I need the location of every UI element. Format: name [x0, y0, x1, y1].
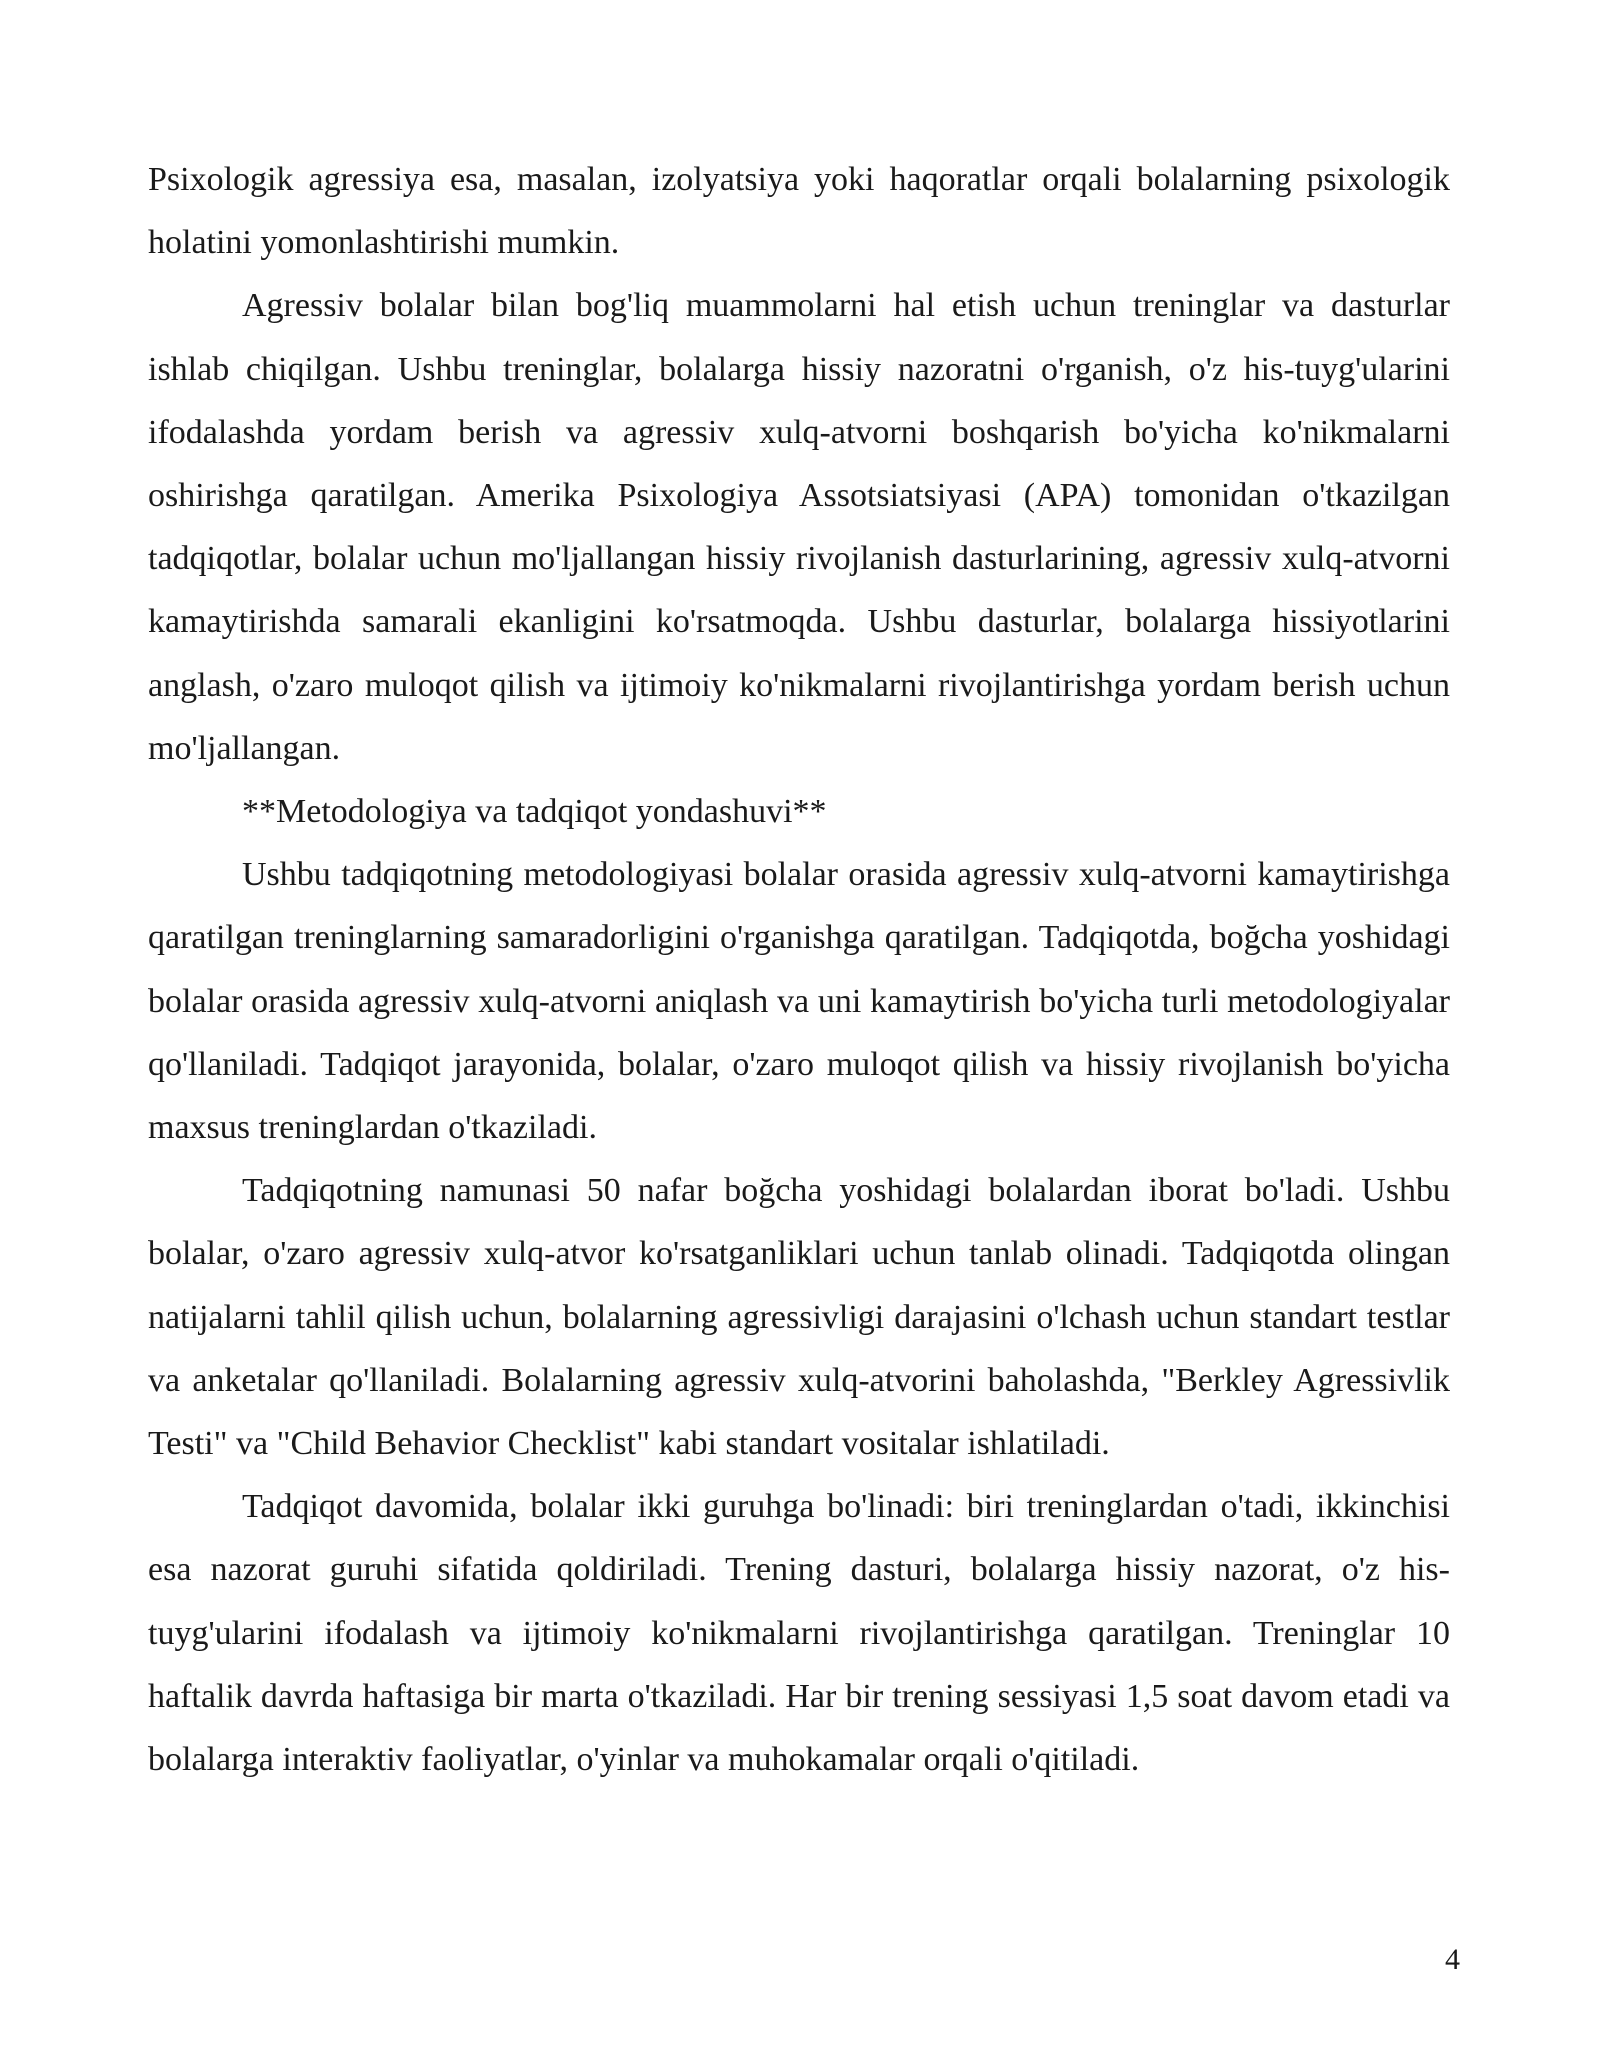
paragraph-sample: Tadqiqotning namunasi 50 nafar boğcha yoshidagi bolalardan iborat bo'ladi. Ushbu bolalar, o'zaro agressiv xulq-atvor ko'rsatganliklari uchun tanlab olinadi. Tadqiqotda olingan natijalarni tahlil qilish uchun, bolalarning agressivligi darajasini o'lchash uchun standart testlar va anketalar qo'llaniladi. Bolalarning agressiv xulq-atvorini baholashda, "Berkley Agressivlik Testi" va "Child Behavior Checklist" kabi standart vositalar ishlatiladi.	[148, 1172, 1450, 1463]
paragraph-continuation: Psixologik agressiya esa, masalan, izolyatsiya yoki haqoratlar orqali bolalarning psixologik holatini yomonlashtirishi mumkin.	[148, 161, 1450, 262]
body-text	[148, 148, 1450, 1791]
paragraph-methodology: Ushbu tadqiqotning metodologiyasi bolalar orasida agressiv xulq-atvorni kamaytirishga qaratilgan treninglarning samaradorligini o'rganishga qaratilgan. Tadqiqotda, boğcha yoshidagi bolalar orasida agressiv xulq-atvorni aniqlash va uni kamaytirish bo'yicha turli metodologiyalar qo'llaniladi. Tadqiqot jarayonida, bolalar, o'zaro muloqot qilish va hissiy rivojlanish bo'yicha maxsus treninglardan o'tkaziladi.	[148, 856, 1450, 1147]
page-number: 4	[1445, 1943, 1460, 1976]
paragraph-training-programs: Agressiv bolalar bilan bog'liq muammolarni hal etish uchun treninglar va dasturlar ishlab chiqilgan. Ushbu treninglar, bolalarga hissiy nazoratni o'rganish, o'z his-tuyg'ularini ifodalashda yordam berish va agressiv xulq-atvorni boshqarish bo'yicha ko'nikmalarni oshirishga qaratilgan. Amerika Psixologiya Assotsiatsiyasi (APA) tomonidan o'tkazilgan tadqiqotlar, bolalar uchun mo'ljallangan hissiy rivojlanish dasturlarining, agressiv xulq-atvorni kamaytirishda samarali ekanligini ko'rsatmoqda. Ushbu dasturlar, bolalarga hissiyotlarini anglash, o'zaro muloqot qilish va ijtimoiy ko'nikmalarni rivojlantirishga yordam berish uchun mo'ljallangan.	[148, 287, 1450, 767]
section-heading-methodology: **Metodologiya va tadqiqot yondashuvi**	[242, 793, 827, 831]
paragraph-groups: Tadqiqot davomida, bolalar ikki guruhga bo'linadi: biri treninglardan o'tadi, ikkinchisi esa nazorat guruhi sifatida qoldiriladi. Trening dasturi, bolalarga hissiy nazorat, o'z his-tuyg'ularini ifodalash va ijtimoiy ko'nikmalarni rivojlantirishga qaratilgan. Treninglar 10 haftalik davrda haftasiga bir marta o'tkaziladi. Har bir trening sessiyasi 1,5 soat davom etadi va bolalarga interaktiv faoliyatlar, o'yinlar va muhokamalar orqali o'qitiladi.	[148, 1488, 1450, 1779]
